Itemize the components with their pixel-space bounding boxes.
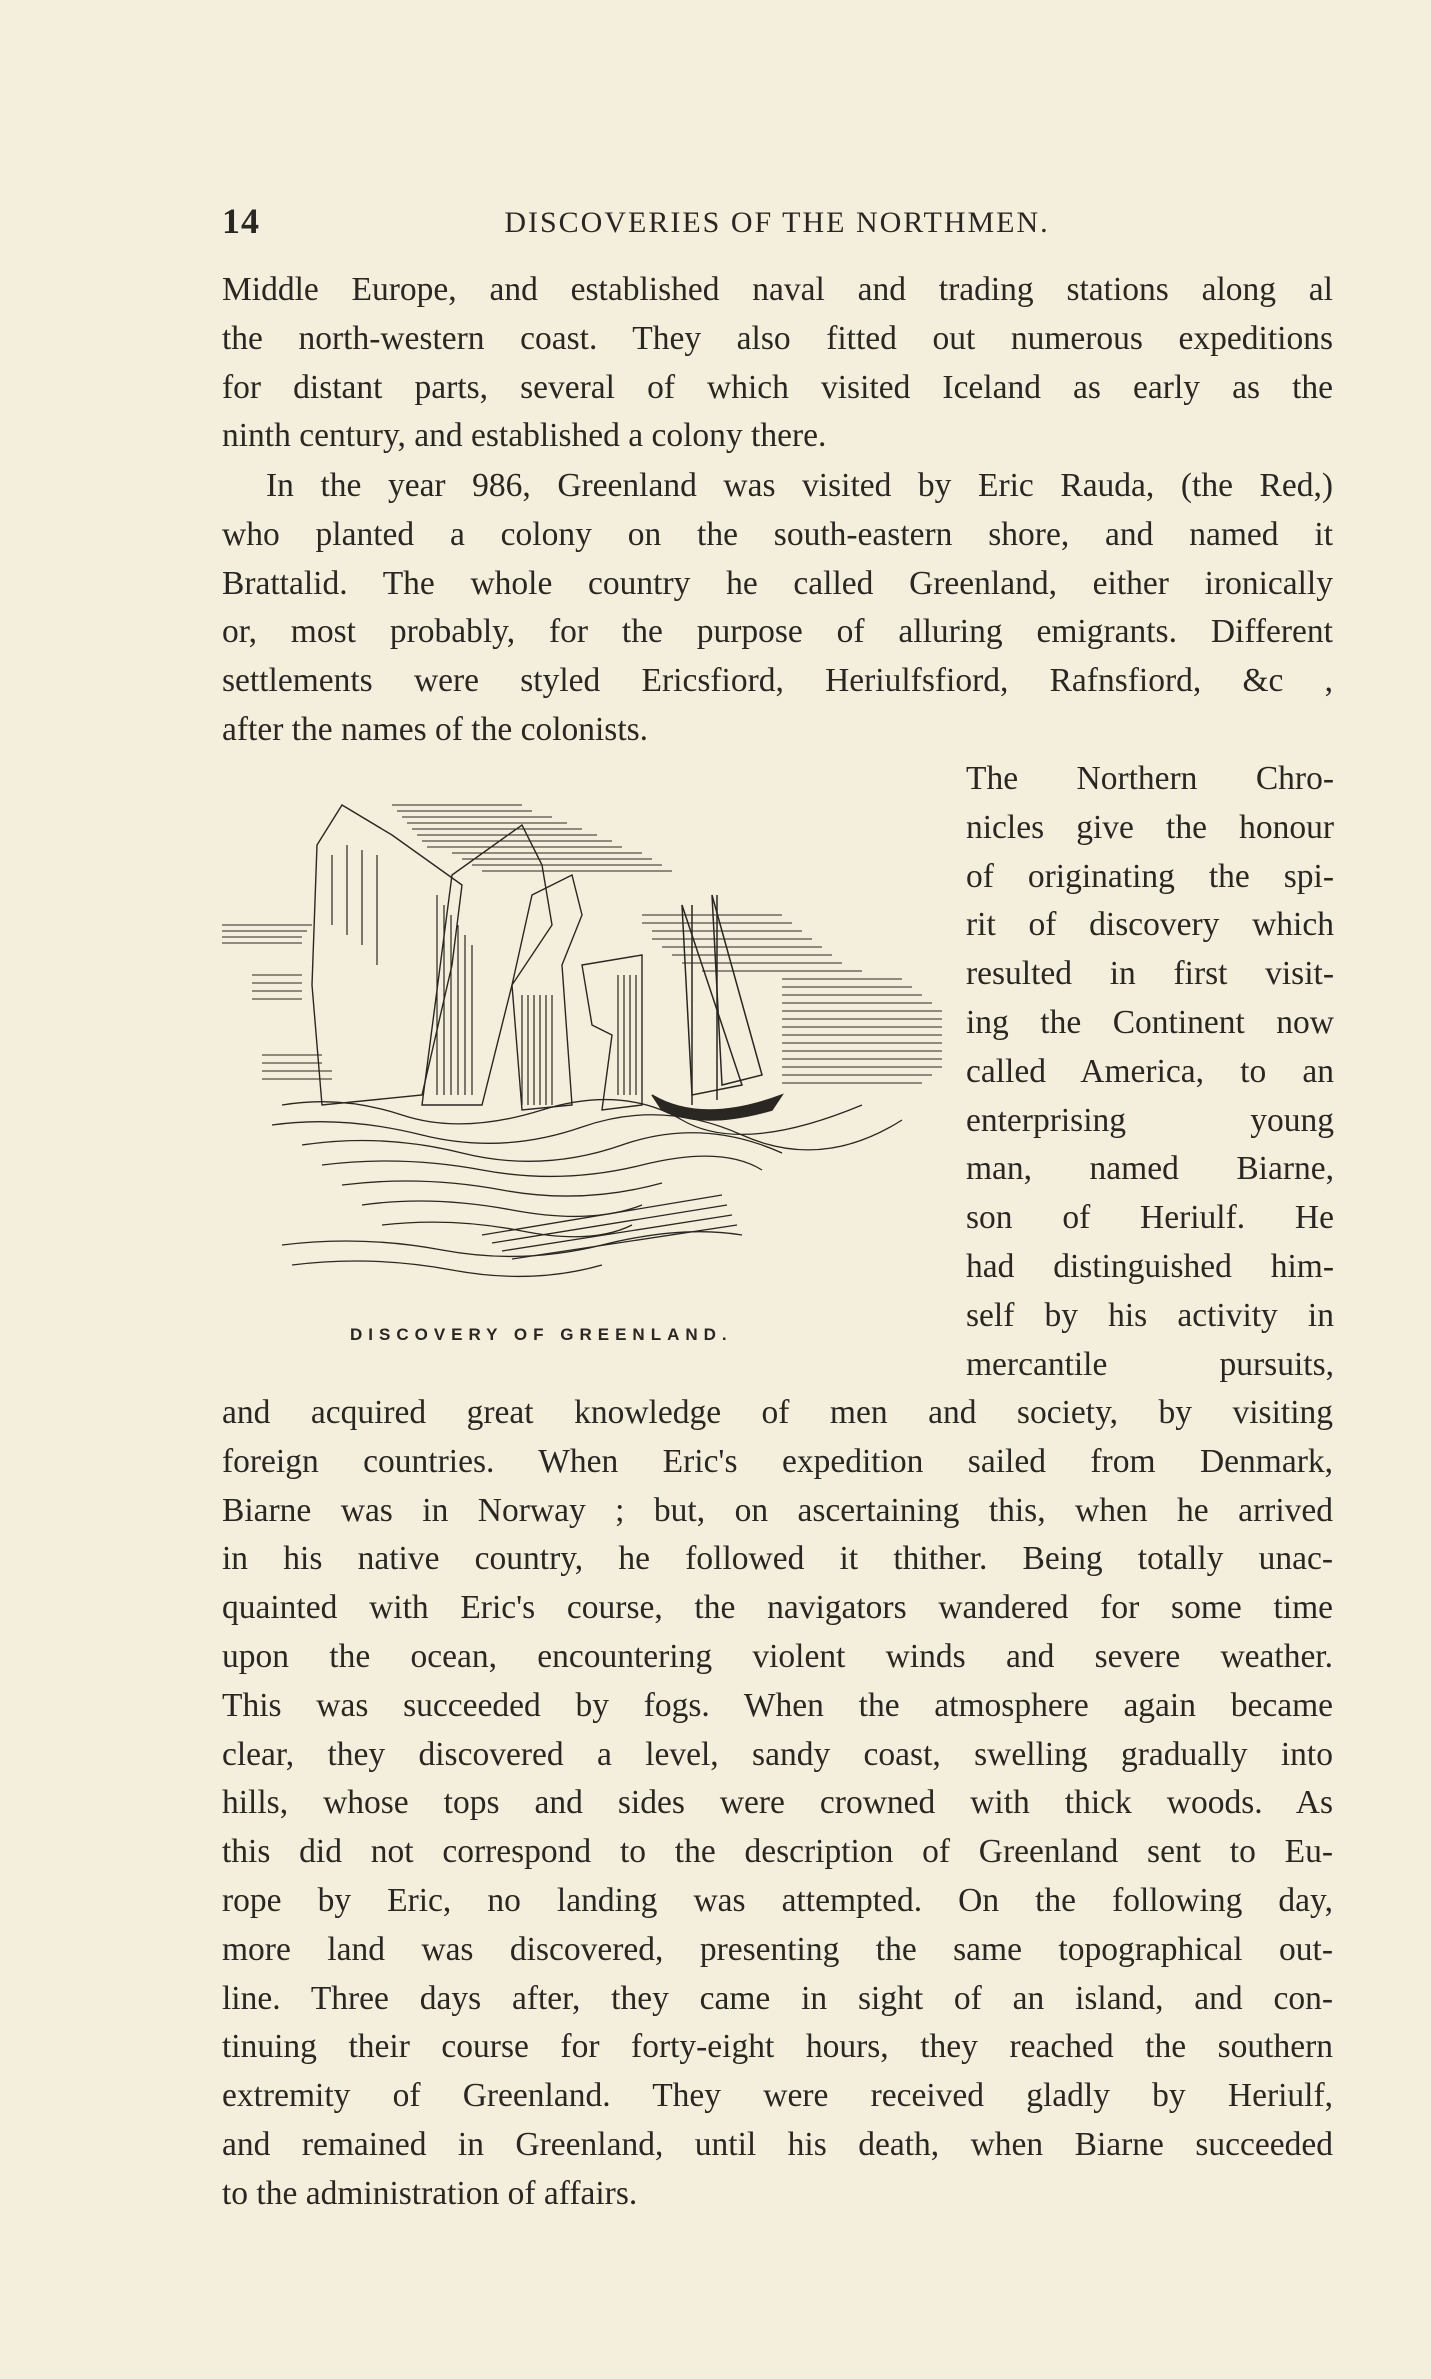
text-line: tinuing their course for forty-eight hours, they reached the southern bbox=[222, 2028, 1333, 2066]
iceberg-center bbox=[422, 825, 552, 1105]
text-line: upon the ocean, encountering violent winds and severe weather. bbox=[222, 1637, 1333, 1675]
text-line: son of Heriulf. He bbox=[966, 1199, 1334, 1237]
text-line: quainted with Eric's course, the navigators wandered for some time bbox=[222, 1589, 1333, 1627]
text-line: for distant parts, several of which visited Iceland as early as the bbox=[222, 368, 1333, 406]
iceberg-ship-engraving-icon bbox=[222, 765, 950, 1325]
paragraph-3 bbox=[222, 1389, 1333, 2219]
text-line: the north-western coast. They also fitted out numerous expeditions bbox=[222, 319, 1333, 357]
text-line: Middle Europe, and established naval and trading stations along al bbox=[222, 271, 1333, 308]
page-number: 14 bbox=[222, 201, 260, 241]
figure-caption: DISCOVERY OF GREENLAND. bbox=[350, 1325, 733, 1344]
wrapped-text-column bbox=[966, 755, 1334, 1389]
text-line: foreign countries. When Eric's expedition sailed from Denmark, bbox=[222, 1442, 1333, 1480]
illustration-discovery-of-greenland bbox=[222, 765, 950, 1325]
text-line: after the names of the colonists. bbox=[222, 710, 649, 748]
text-line: enterprising young bbox=[966, 1101, 1334, 1139]
text-line: called America, to an bbox=[966, 1052, 1334, 1090]
text-line: who planted a colony on the south-eastern shore, and named it bbox=[222, 515, 1333, 553]
text-line: In the year 986, Greenland was visited by Eric Rauda, (the Red,) bbox=[266, 467, 1333, 504]
text-line: resulted in first visit- bbox=[966, 955, 1334, 993]
text-line: This was succeeded by fogs. When the atmosphere again became bbox=[222, 1686, 1333, 1724]
text-line: The Northern Chro- bbox=[966, 760, 1334, 797]
text-line: had distinguished him- bbox=[966, 1247, 1334, 1285]
text-line: Brattalid. The whole country he called Greenland, either ironically bbox=[222, 564, 1333, 602]
text-line: Biarne was in Norway ; but, on ascertaining this, when he arrived bbox=[222, 1491, 1333, 1529]
text-line: rope by Eric, no landing was attempted. On the following day, bbox=[222, 1881, 1333, 1919]
text-line: of originating the spi- bbox=[966, 857, 1334, 895]
running-head: DISCOVERIES OF THE NORTHMEN. bbox=[504, 206, 1050, 239]
text-line: rit of discovery which bbox=[966, 906, 1334, 944]
paragraph-2 bbox=[222, 462, 1333, 755]
text-line: hills, whose tops and sides were crowned with thick woods. As bbox=[222, 1784, 1333, 1822]
text-line: extremity of Greenland. They were received gladly by Heriulf, bbox=[222, 2077, 1333, 2115]
text-line: self by his activity in bbox=[966, 1296, 1334, 1334]
text-line: in his native country, he followed it thither. Being totally unac- bbox=[222, 1540, 1333, 1578]
text-line: or, most probably, for the purpose of alluring emigrants. Different bbox=[222, 613, 1333, 651]
sea-waves bbox=[272, 1100, 902, 1277]
text-line: clear, they discovered a level, sandy coast, swelling gradually into bbox=[222, 1735, 1333, 1773]
ship bbox=[652, 895, 782, 1120]
text-line: nicles give the honour bbox=[966, 808, 1334, 846]
sky-hatching bbox=[222, 805, 942, 1083]
paragraph-1 bbox=[222, 266, 1333, 461]
page-header bbox=[222, 200, 1332, 250]
iceberg-left bbox=[312, 805, 462, 1105]
text-line: more land was discovered, presenting the same topographical out- bbox=[222, 1930, 1333, 1968]
text-line: this did not correspond to the description of Greenland sent to Eu- bbox=[222, 1833, 1333, 1871]
text-line: and remained in Greenland, until his death, when Biarne succeeded bbox=[222, 2125, 1333, 2163]
text-line: ninth century, and established a colony there. bbox=[222, 417, 827, 455]
iceberg-arch bbox=[582, 955, 642, 1110]
text-line: to the administration of affairs. bbox=[222, 2174, 638, 2212]
text-line: man, named Biarne, bbox=[966, 1150, 1334, 1188]
text-line: mercantile pursuits, bbox=[966, 1345, 1334, 1383]
text-line: line. Three days after, they came in sight of an island, and con- bbox=[222, 1979, 1333, 2017]
text-line: settlements were styled Ericsfiord, Heriulfsfiord, Rafnsfiord, &c , bbox=[222, 662, 1333, 700]
text-line: and acquired great knowledge of men and society, by visiting bbox=[222, 1394, 1333, 1431]
text-line: ing the Continent now bbox=[966, 1003, 1334, 1041]
